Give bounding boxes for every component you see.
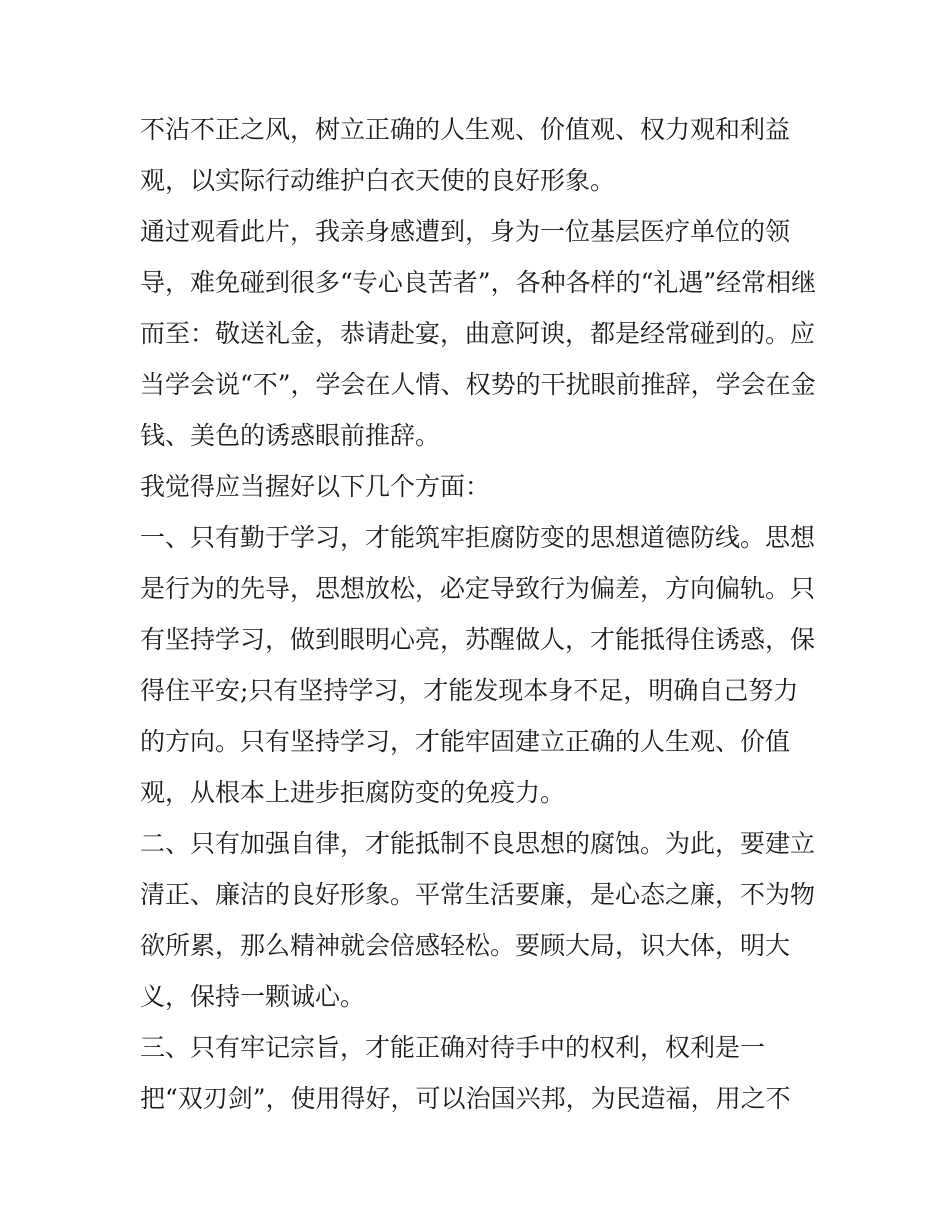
- text-line: 义，保持一颗诚心。: [140, 982, 366, 1011]
- text-line: 的方向。只有坚持学习，才能牢固建立正确的人生观、价值: [140, 727, 791, 756]
- text-line: 是行为的先导，思想放松，必定导致行为偏差，方向偏轨。只: [140, 574, 816, 603]
- text-line: 有坚持学习，做到眼明心亮，苏醒做人，才能抵得住诱惑，保: [140, 625, 816, 654]
- text-line: 我觉得应当握好以下几个方面：: [140, 472, 491, 501]
- text-line: 欲所累，那么精神就会倍感轻松。要顾大局，识大体，明大: [140, 931, 791, 960]
- text-line: 当学会说“不”，学会在人情、权势的干扰眼前推辞，学会在金: [140, 370, 816, 399]
- text-line: 三、只有牢记宗旨，才能正确对待手中的权利，权利是一: [140, 1033, 766, 1062]
- text-line: 二、只有加强自律，才能抵制不良思想的腐蚀。为此，要建立: [140, 829, 816, 858]
- text-line: 而至：敬送礼金，恭请赴宴，曲意阿谀，都是经常碰到的。应: [140, 319, 816, 348]
- text-line: 观，以实际行动维护白衣天使的良好形象。: [140, 166, 616, 195]
- text-line: 把“双刃剑”，使用得好，可以治国兴邦，为民造福，用之不: [140, 1084, 791, 1113]
- text-line: 得住平安;只有坚持学习，才能发现本身不足，明确自己努力: [140, 676, 799, 705]
- text-line: 通过观看此片，我亲身感遭到，身为一位基层医疗单位的领: [140, 217, 791, 246]
- text-line: 一、只有勤于学习，才能筑牢拒腐防变的思想道德防线。思想: [140, 523, 816, 552]
- text-line: 导，难免碰到很多“专心良苦者”，各种各样的“礼遇”经常相继: [140, 268, 817, 297]
- text-line: 观，从根本上进步拒腐防变的免疫力。: [140, 778, 566, 807]
- document-body: [140, 104, 815, 1124]
- text-line: 清正、廉洁的良好形象。平常生活要廉，是心态之廉，不为物: [140, 880, 816, 909]
- text-line: 钱、美色的诱惑眼前推辞。: [140, 421, 441, 450]
- text-line: 不沾不正之风，树立正确的人生观、价值观、权力观和利益: [140, 115, 791, 144]
